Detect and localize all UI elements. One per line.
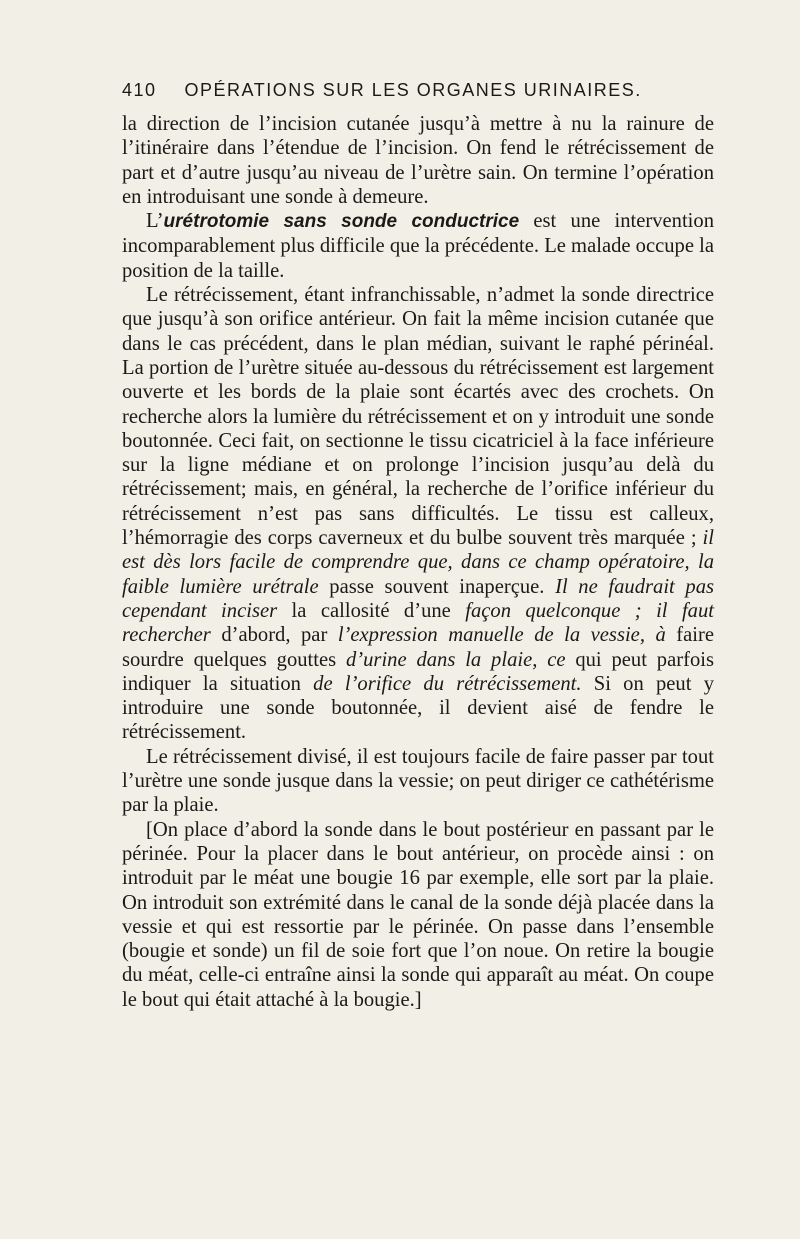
paragraph-3-text-a: Le rétrécissement, étant infranchissable, n’admet la sonde directrice que jusqu’à son orifice antérieur. On fait la même incision cutanée que dans le cas précédent, dans le plan médian, suivant le raphé périnéal. La portion de l’urètre située au-dessous du rétrécissement est largement ouverte et les bords de la plaie sont écartés avec des crochets. On recherche alors la lumière du rétrécissement et on y introduit une sonde boutonnée. Ceci fait, on sectionne le tissu cicatriciel à la face inférieure sur la ligne médiane et on prolonge l’incision jusqu’au delà du rétrécissement; mais, en général, la recherche de l’orifice inférieur du rétrécissement n’est pas sans difficultés. Le tissu est calleux, l’hémorragie des corps caverneux et du bulbe souvent très marquée ; xyxy=(122,284,714,550)
page-body xyxy=(122,112,714,1012)
paragraph-1: la direction de l’incision cutanée jusqu’à mettre à nu la rainure de l’itinéraire dans l’étendue de l’incision. On fend le rétrécissement de part et d’autre jusqu’au niveau de l’urètre sain. On termine l’opération en introduisant une sonde à demeure. xyxy=(122,113,714,208)
paragraph-3-italic-c: façon quelconque ; il faut rechercher xyxy=(122,599,715,647)
paragraph-5: [On place d’abord la sonde dans le bout postérieur en passant par le périnée. Pour la placer dans le bout antérieur, on procède ainsi : on introduit par le méat une bougie 16 par exemple, elle sort par la plaie. On introduit son extrémité dans le canal de la sonde déjà placée dans la vessie et qui est ressortie par le périnée. On passe dans l’ensemble (bougie et sonde) un fil de soie fort que l’on noue. On retire la bougie du méat, celle-ci entraîne ainsi la sonde qui apparaît au méat. On coupe le bout qui était attaché à la bougie.] xyxy=(122,818,714,1011)
paragraph-3-text-d: d’abord, par xyxy=(210,624,328,647)
paragraph-3-italic-f: de l’orifice du rétrécissement. xyxy=(300,672,582,695)
paragraph-3-italic-e: d’urine dans la plaie, ce xyxy=(336,648,566,671)
term-prefix: L’ xyxy=(146,210,164,233)
paragraph-3-text-e: faire sourdre quelques gouttes xyxy=(122,624,715,671)
term-heading: urétrotomie sans sonde conductrice xyxy=(163,211,520,233)
paragraph-3-text-f: qui peut parfois indiquer la situation xyxy=(122,648,714,695)
paragraph-3-italic-d: l’expression manuelle de la vessie, à xyxy=(327,624,666,647)
paragraph-3-text-c: la callosité d’une xyxy=(277,599,451,622)
paragraph-3 xyxy=(122,283,714,745)
running-header xyxy=(122,80,712,101)
paragraph-3-text-g: Si on peut y introduire une sonde boutonnée, il devient aisé de fendre le rétrécissement. xyxy=(122,672,714,744)
running-title: OPÉRATIONS SUR LES ORGANES URINAIRES. xyxy=(184,80,642,100)
paragraph-3-italic-a: il est dès lors facile de comprendre que, dans ce champ opératoire, la faible lumière urétrale xyxy=(122,527,714,598)
paragraph-2 xyxy=(122,209,714,283)
paragraph-3-italic-b: Il ne faudrait pas cependant inciser xyxy=(122,575,715,622)
paragraph-4: Le rétrécissement divisé, il est toujours facile de faire passer par tout l’urètre une sonde jusque dans la vessie; on peut diriger ce cathétérisme par la plaie. xyxy=(122,745,714,817)
paragraph-3-text-b: passe souvent inaperçue. xyxy=(318,575,545,598)
page-number: 410 xyxy=(122,80,157,100)
paragraph-2-text: est une intervention incomparablement plus difficile que la précédente. Le malade occupe la position de la taille. xyxy=(122,210,714,282)
